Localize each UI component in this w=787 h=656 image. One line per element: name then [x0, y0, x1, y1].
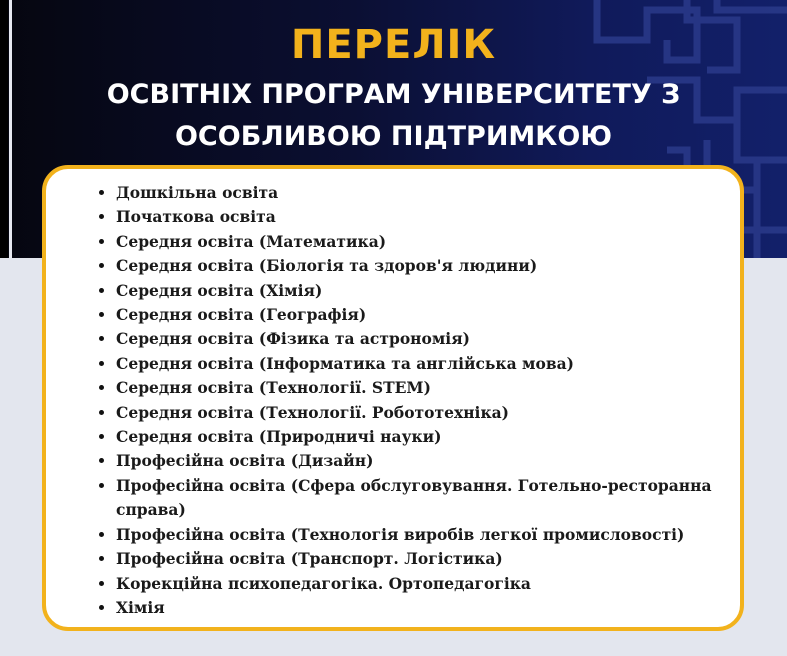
list-item: • Середня освіта (Географія)	[116, 303, 720, 327]
programs-card	[42, 165, 744, 631]
list-item: • Професійна освіта (Технологія виробів легкої промисловості)	[116, 523, 720, 547]
list-item: • Професійна освіта (Сфера обслуговування. Готельно-ресторанна справа)	[116, 474, 720, 523]
list-item: • Середня освіта (Технології. Робототехніка)	[116, 401, 720, 425]
programs-list	[90, 181, 720, 620]
list-item: • Середня освіта (Фізика та астрономія)	[116, 327, 720, 351]
list-item: • Середня освіта (Інформатика та англійська мова)	[116, 352, 720, 376]
list-item: • Середня освіта (Хімія)	[116, 279, 720, 303]
list-item: • Середня освіта (Біологія та здоров'я людини)	[116, 254, 720, 278]
list-item: • Дошкільна освіта	[116, 181, 720, 205]
list-item: • Професійна освіта (Транспорт. Логістика)	[116, 547, 720, 571]
list-item: • Початкова освіта	[116, 205, 720, 229]
list-item: • Середня освіта (Природничі науки)	[116, 425, 720, 449]
list-item: • Середня освіта (Технології. STEM)	[116, 376, 720, 400]
list-item: • Хімія	[116, 596, 720, 620]
list-item: • Середня освіта (Математика)	[116, 230, 720, 254]
page-subtitle: ОСВІТНІХ ПРОГРАМ УНІВЕРСИТЕТУ З ОСОБЛИВОЮ ПІДТРИМКОЮ	[106, 79, 681, 152]
list-item: • Корекційна психопедагогіка. Ортопедагогіка	[116, 572, 720, 596]
page-title: ПЕРЕЛІК	[290, 22, 497, 68]
list-item: • Професійна освіта (Дизайн)	[116, 449, 720, 473]
